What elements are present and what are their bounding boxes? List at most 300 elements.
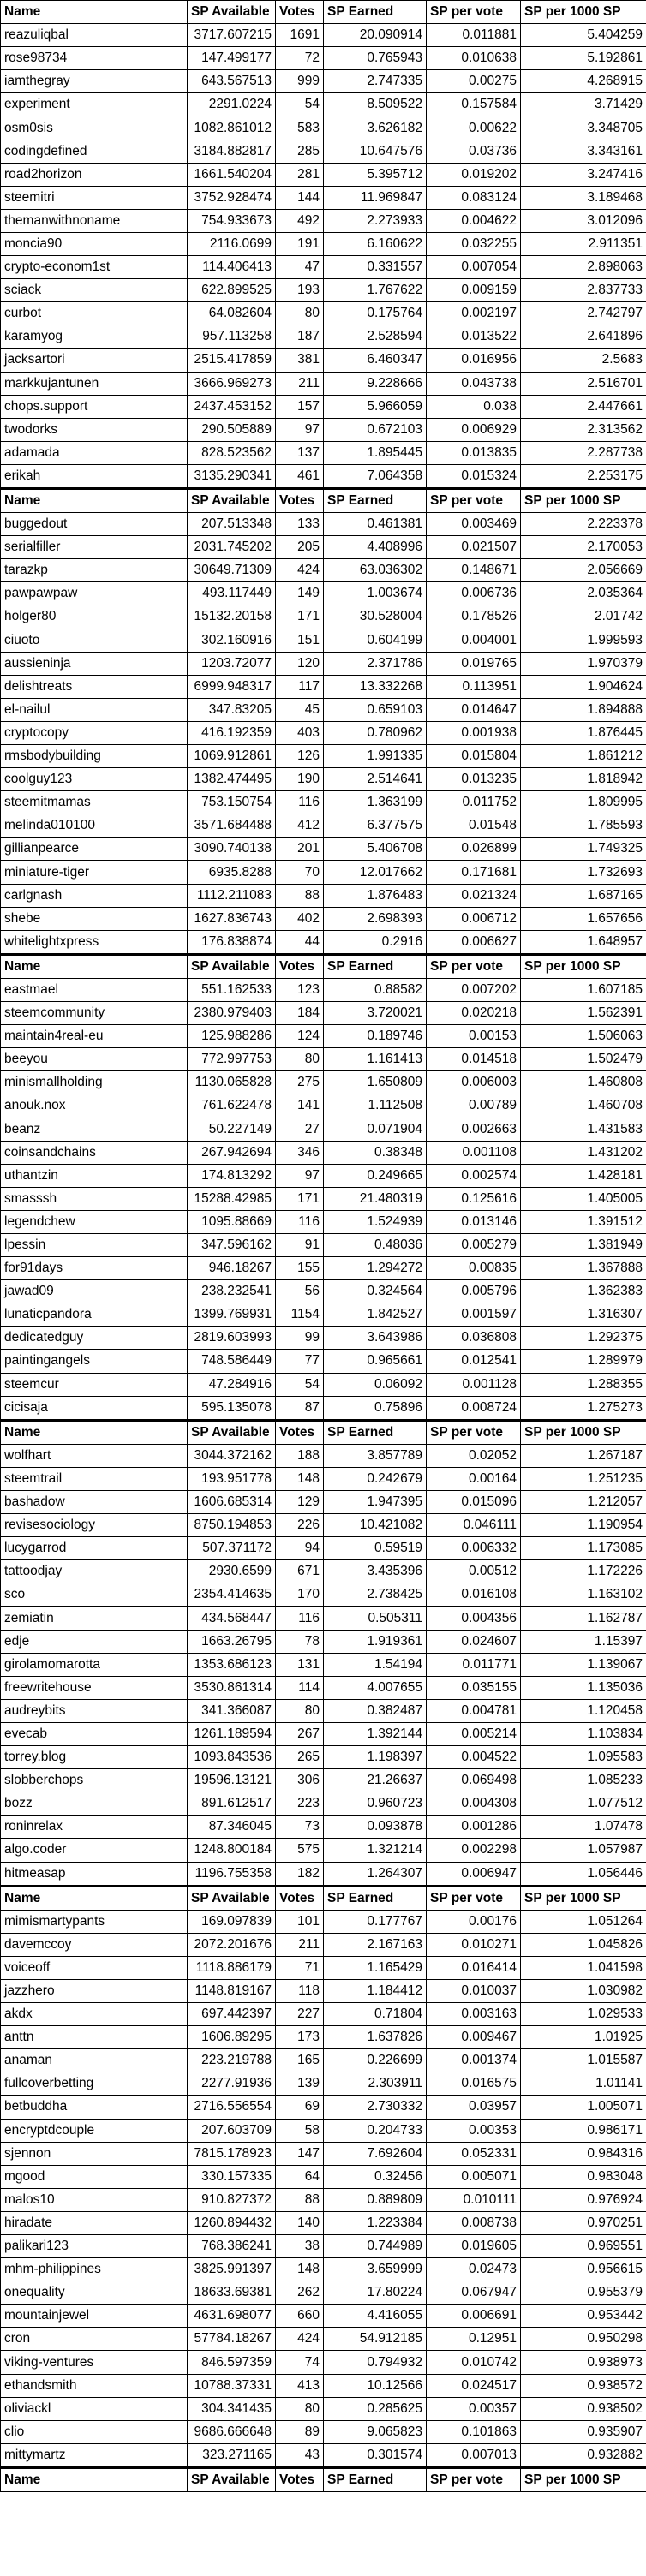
cell-name: anaman bbox=[1, 2049, 188, 2072]
cell-name: curbot bbox=[1, 302, 188, 325]
header-sp-earned: SP Earned bbox=[324, 1886, 427, 1910]
cell-sp-per-vote: 0.011752 bbox=[427, 791, 521, 814]
cell-name: sciack bbox=[1, 279, 188, 302]
cell-sp-per-vote: 0.010037 bbox=[427, 1979, 521, 2002]
cell-sp-per-1000-sp: 1.139067 bbox=[521, 1653, 646, 1676]
cell-sp-available: 3090.740138 bbox=[188, 838, 276, 861]
cell-sp-earned: 10.421082 bbox=[324, 1514, 427, 1537]
header-sp-per-1000-sp: SP per 1000 SP bbox=[521, 954, 646, 978]
header-row bbox=[1, 488, 646, 512]
cell-sp-per-vote: 0.026899 bbox=[427, 838, 521, 861]
cell-sp-earned: 0.32456 bbox=[324, 2165, 427, 2188]
cell-name: eastmael bbox=[1, 978, 188, 1001]
cell-sp-available: 891.612517 bbox=[188, 1792, 276, 1816]
cell-sp-earned: 1.895445 bbox=[324, 441, 427, 464]
cell-name: dedicatedguy bbox=[1, 1327, 188, 1350]
cell-sp-available: 622.899525 bbox=[188, 279, 276, 302]
cell-name: steemitmamas bbox=[1, 791, 188, 814]
cell-sp-earned: 1.223384 bbox=[324, 2211, 427, 2234]
cell-sp-available: 1093.843536 bbox=[188, 1746, 276, 1769]
cell-votes: 262 bbox=[276, 2281, 324, 2305]
cell-sp-per-1000-sp: 1.460708 bbox=[521, 1094, 646, 1118]
cell-sp-available: 347.596162 bbox=[188, 1233, 276, 1256]
cell-sp-available: 910.827372 bbox=[188, 2188, 276, 2211]
cell-name: delishtreats bbox=[1, 675, 188, 698]
cell-sp-per-1000-sp: 1.056446 bbox=[521, 1862, 646, 1886]
header-votes: Votes bbox=[276, 954, 324, 978]
cell-votes: 131 bbox=[276, 1653, 324, 1676]
cell-votes: 140 bbox=[276, 2211, 324, 2234]
cell-sp-per-vote: 0.00357 bbox=[427, 2397, 521, 2420]
cell-sp-per-1000-sp: 1.085233 bbox=[521, 1769, 646, 1792]
cell-sp-per-1000-sp: 0.969551 bbox=[521, 2235, 646, 2258]
cell-sp-per-vote: 0.005071 bbox=[427, 2165, 521, 2188]
cell-votes: 188 bbox=[276, 1444, 324, 1467]
cell-sp-earned: 0.659103 bbox=[324, 698, 427, 721]
cell-votes: 88 bbox=[276, 884, 324, 907]
cell-votes: 182 bbox=[276, 1862, 324, 1886]
cell-votes: 38 bbox=[276, 2235, 324, 2258]
cell-sp-per-vote: 0.006691 bbox=[427, 2305, 521, 2328]
cell-votes: 116 bbox=[276, 1210, 324, 1233]
cell-sp-per-1000-sp: 1.030982 bbox=[521, 1979, 646, 2002]
cell-name: fullcoverbetting bbox=[1, 2072, 188, 2096]
cell-votes: 73 bbox=[276, 1816, 324, 1839]
cell-sp-earned: 3.857789 bbox=[324, 1444, 427, 1467]
cell-name: steemtrail bbox=[1, 1467, 188, 1490]
cell-sp-earned: 3.643986 bbox=[324, 1327, 427, 1350]
cell-name: revisesociology bbox=[1, 1514, 188, 1537]
cell-sp-available: 64.082604 bbox=[188, 302, 276, 325]
cell-sp-available: 1353.686123 bbox=[188, 1653, 276, 1676]
cell-sp-earned: 30.528004 bbox=[324, 605, 427, 629]
table-row bbox=[1, 1537, 646, 1560]
table-row bbox=[1, 745, 646, 768]
cell-sp-per-1000-sp: 1.861212 bbox=[521, 745, 646, 768]
cell-votes: 147 bbox=[276, 2142, 324, 2165]
cell-sp-earned: 1.524939 bbox=[324, 1210, 427, 1233]
cell-name: carlgnash bbox=[1, 884, 188, 907]
cell-sp-available: 2437.453152 bbox=[188, 395, 276, 418]
cell-sp-available: 753.150754 bbox=[188, 791, 276, 814]
cell-name: rose98734 bbox=[1, 47, 188, 70]
cell-name: iamthegray bbox=[1, 70, 188, 93]
cell-votes: 54 bbox=[276, 1373, 324, 1396]
cell-name: akdx bbox=[1, 2003, 188, 2026]
header-sp-available: SP Available bbox=[188, 954, 276, 978]
cell-sp-earned: 1.876483 bbox=[324, 884, 427, 907]
cell-sp-per-1000-sp: 1.041598 bbox=[521, 1956, 646, 1979]
cell-sp-earned: 0.175764 bbox=[324, 302, 427, 325]
cell-sp-per-1000-sp: 1.01925 bbox=[521, 2026, 646, 2049]
cell-sp-available: 15288.42985 bbox=[188, 1187, 276, 1210]
cell-sp-per-vote: 0.001374 bbox=[427, 2049, 521, 2072]
cell-sp-available: 1248.800184 bbox=[188, 1839, 276, 1862]
cell-votes: 44 bbox=[276, 930, 324, 954]
cell-sp-available: 551.162533 bbox=[188, 978, 276, 1001]
table-row bbox=[1, 1210, 646, 1233]
cell-sp-earned: 3.659999 bbox=[324, 2258, 427, 2281]
header-votes: Votes bbox=[276, 1, 324, 24]
cell-votes: 129 bbox=[276, 1491, 324, 1514]
header-sp-per-vote: SP per vote bbox=[427, 2467, 521, 2491]
cell-votes: 89 bbox=[276, 2420, 324, 2443]
cell-sp-per-1000-sp: 1.732693 bbox=[521, 861, 646, 884]
cell-sp-per-vote: 0.007013 bbox=[427, 2443, 521, 2467]
cell-sp-available: 3571.684488 bbox=[188, 814, 276, 838]
cell-sp-earned: 0.780962 bbox=[324, 721, 427, 744]
cell-sp-earned: 54.912185 bbox=[324, 2328, 427, 2351]
cell-sp-per-1000-sp: 0.970251 bbox=[521, 2211, 646, 2234]
table-row bbox=[1, 1233, 646, 1256]
cell-votes: 223 bbox=[276, 1792, 324, 1816]
table-row bbox=[1, 513, 646, 536]
cell-sp-earned: 1.54194 bbox=[324, 1653, 427, 1676]
cell-sp-earned: 1.294272 bbox=[324, 1257, 427, 1280]
table-row bbox=[1, 675, 646, 698]
cell-sp-available: 3825.991397 bbox=[188, 2258, 276, 2281]
cell-sp-earned: 1.363199 bbox=[324, 791, 427, 814]
cell-sp-available: 330.157335 bbox=[188, 2165, 276, 2188]
cell-votes: 97 bbox=[276, 418, 324, 441]
cell-name: slobberchops bbox=[1, 1769, 188, 1792]
table-row bbox=[1, 1979, 646, 2002]
cell-sp-available: 2354.414635 bbox=[188, 1583, 276, 1607]
header-sp-available: SP Available bbox=[188, 1420, 276, 1444]
table-row bbox=[1, 1583, 646, 1607]
cell-sp-earned: 3.626182 bbox=[324, 116, 427, 140]
table-row bbox=[1, 2026, 646, 2049]
cell-sp-available: 1082.861012 bbox=[188, 116, 276, 140]
cell-votes: 412 bbox=[276, 814, 324, 838]
cell-sp-per-vote: 0.004356 bbox=[427, 1607, 521, 1630]
cell-name: crypto-econom1st bbox=[1, 256, 188, 279]
cell-name: moncia90 bbox=[1, 232, 188, 255]
cell-name: anttn bbox=[1, 2026, 188, 2049]
table-row bbox=[1, 464, 646, 488]
cell-sp-available: 147.499177 bbox=[188, 47, 276, 70]
cell-name: sco bbox=[1, 1583, 188, 1607]
cell-sp-per-vote: 0.002574 bbox=[427, 1164, 521, 1187]
cell-sp-per-vote: 0.002663 bbox=[427, 1118, 521, 1141]
cell-sp-earned: 5.966059 bbox=[324, 395, 427, 418]
cell-name: chops.support bbox=[1, 395, 188, 418]
table-row bbox=[1, 2305, 646, 2328]
cell-votes: 58 bbox=[276, 2119, 324, 2142]
cell-sp-available: 1069.912861 bbox=[188, 745, 276, 768]
table-row bbox=[1, 1839, 646, 1862]
cell-sp-available: 50.227149 bbox=[188, 1118, 276, 1141]
cell-votes: 94 bbox=[276, 1537, 324, 1560]
cell-sp-per-1000-sp: 0.984316 bbox=[521, 2142, 646, 2165]
cell-sp-earned: 2.738425 bbox=[324, 1583, 427, 1607]
cell-sp-per-vote: 0.052331 bbox=[427, 2142, 521, 2165]
cell-votes: 91 bbox=[276, 1233, 324, 1256]
cell-sp-per-1000-sp: 1.045826 bbox=[521, 1933, 646, 1956]
table-row bbox=[1, 2165, 646, 2188]
cell-sp-per-vote: 0.019605 bbox=[427, 2235, 521, 2258]
table-row bbox=[1, 1792, 646, 1816]
cell-sp-earned: 0.285625 bbox=[324, 2397, 427, 2420]
cell-sp-per-1000-sp: 1.275273 bbox=[521, 1396, 646, 1420]
table-row bbox=[1, 978, 646, 1001]
cell-name: coolguy123 bbox=[1, 768, 188, 791]
cell-sp-per-1000-sp: 5.404259 bbox=[521, 24, 646, 47]
cell-sp-earned: 2.303911 bbox=[324, 2072, 427, 2096]
cell-sp-per-1000-sp: 1.460808 bbox=[521, 1071, 646, 1094]
table-row bbox=[1, 1514, 646, 1537]
table-row bbox=[1, 116, 646, 140]
cell-votes: 123 bbox=[276, 978, 324, 1001]
cell-sp-per-1000-sp: 0.955379 bbox=[521, 2281, 646, 2305]
cell-sp-earned: 0.794932 bbox=[324, 2351, 427, 2374]
cell-sp-earned: 9.228666 bbox=[324, 372, 427, 395]
cell-sp-earned: 0.765943 bbox=[324, 47, 427, 70]
cell-sp-earned: 4.416055 bbox=[324, 2305, 427, 2328]
cell-name: steemcur bbox=[1, 1373, 188, 1396]
cell-sp-available: 2515.417859 bbox=[188, 349, 276, 372]
cell-sp-per-vote: 0.009159 bbox=[427, 279, 521, 302]
cell-sp-per-1000-sp: 2.447661 bbox=[521, 395, 646, 418]
header-name: Name bbox=[1, 1420, 188, 1444]
cell-sp-per-vote: 0.036808 bbox=[427, 1327, 521, 1350]
cell-sp-per-vote: 0.02473 bbox=[427, 2258, 521, 2281]
cell-sp-per-1000-sp: 2.170053 bbox=[521, 536, 646, 559]
table-row bbox=[1, 559, 646, 582]
cell-sp-per-1000-sp: 1.212057 bbox=[521, 1491, 646, 1514]
cell-votes: 346 bbox=[276, 1141, 324, 1164]
cell-sp-earned: 1.650809 bbox=[324, 1071, 427, 1094]
cell-votes: 70 bbox=[276, 861, 324, 884]
cell-sp-per-1000-sp: 0.976924 bbox=[521, 2188, 646, 2211]
cell-name: hiradate bbox=[1, 2211, 188, 2234]
header-sp-per-1000-sp: SP per 1000 SP bbox=[521, 1420, 646, 1444]
cell-sp-available: 290.505889 bbox=[188, 418, 276, 441]
cell-sp-per-1000-sp: 2.287738 bbox=[521, 441, 646, 464]
table-row bbox=[1, 2351, 646, 2374]
table-row bbox=[1, 1769, 646, 1792]
cell-sp-per-1000-sp: 1.316307 bbox=[521, 1303, 646, 1327]
cell-name: osm0sis bbox=[1, 116, 188, 140]
cell-name: miniature-tiger bbox=[1, 861, 188, 884]
cell-name: jawad09 bbox=[1, 1280, 188, 1303]
cell-sp-earned: 0.324564 bbox=[324, 1280, 427, 1303]
cell-sp-per-1000-sp: 1.687165 bbox=[521, 884, 646, 907]
cell-sp-earned: 0.461381 bbox=[324, 513, 427, 536]
cell-name: rmsbodybuilding bbox=[1, 745, 188, 768]
cell-sp-per-1000-sp: 1.077512 bbox=[521, 1792, 646, 1816]
cell-sp-per-vote: 0.178526 bbox=[427, 605, 521, 629]
cell-votes: 139 bbox=[276, 2072, 324, 2096]
table-row bbox=[1, 838, 646, 861]
table-row bbox=[1, 1722, 646, 1745]
cell-name: bozz bbox=[1, 1792, 188, 1816]
cell-sp-earned: 1.392144 bbox=[324, 1722, 427, 1745]
cell-name: steemitri bbox=[1, 186, 188, 209]
sp-table-body bbox=[1, 1, 646, 2492]
cell-sp-per-1000-sp: 1.173085 bbox=[521, 1537, 646, 1560]
cell-sp-per-1000-sp: 2.035364 bbox=[521, 582, 646, 605]
cell-sp-per-vote: 0.00164 bbox=[427, 1467, 521, 1490]
cell-name: aussieninja bbox=[1, 652, 188, 675]
cell-sp-per-vote: 0.046111 bbox=[427, 1514, 521, 1537]
cell-sp-available: 1382.474495 bbox=[188, 768, 276, 791]
cell-sp-earned: 20.090914 bbox=[324, 24, 427, 47]
table-row bbox=[1, 861, 646, 884]
cell-votes: 133 bbox=[276, 513, 324, 536]
cell-sp-per-vote: 0.043738 bbox=[427, 372, 521, 395]
cell-sp-per-vote: 0.014518 bbox=[427, 1048, 521, 1071]
cell-sp-available: 9686.666648 bbox=[188, 2420, 276, 2443]
table-row bbox=[1, 1491, 646, 1514]
cell-votes: 424 bbox=[276, 2328, 324, 2351]
cell-sp-earned: 0.38348 bbox=[324, 1141, 427, 1164]
cell-sp-available: 1399.769931 bbox=[188, 1303, 276, 1327]
cell-sp-earned: 0.59519 bbox=[324, 1537, 427, 1560]
cell-sp-per-vote: 0.02052 bbox=[427, 1444, 521, 1467]
cell-sp-earned: 0.242679 bbox=[324, 1467, 427, 1490]
cell-sp-per-vote: 0.015096 bbox=[427, 1491, 521, 1514]
cell-sp-per-vote: 0.016956 bbox=[427, 349, 521, 372]
cell-votes: 281 bbox=[276, 163, 324, 186]
cell-sp-available: 1606.89295 bbox=[188, 2026, 276, 2049]
cell-sp-per-vote: 0.032255 bbox=[427, 232, 521, 255]
cell-sp-earned: 1.165429 bbox=[324, 1956, 427, 1979]
cell-sp-per-vote: 0.012541 bbox=[427, 1350, 521, 1373]
cell-sp-per-1000-sp: 1.163102 bbox=[521, 1583, 646, 1607]
table-row bbox=[1, 1048, 646, 1071]
header-row bbox=[1, 954, 646, 978]
cell-sp-earned: 1.767622 bbox=[324, 279, 427, 302]
cell-sp-per-vote: 0.006332 bbox=[427, 1537, 521, 1560]
table-row bbox=[1, 2211, 646, 2234]
cell-sp-earned: 2.528594 bbox=[324, 325, 427, 349]
cell-votes: 80 bbox=[276, 1048, 324, 1071]
cell-sp-available: 595.135078 bbox=[188, 1396, 276, 1420]
cell-sp-available: 4631.698077 bbox=[188, 2305, 276, 2328]
header-row bbox=[1, 1886, 646, 1910]
cell-sp-per-1000-sp: 2.898063 bbox=[521, 256, 646, 279]
cell-name: pawpawpaw bbox=[1, 582, 188, 605]
cell-votes: 97 bbox=[276, 1164, 324, 1187]
table-row bbox=[1, 1933, 646, 1956]
cell-sp-per-1000-sp: 1.809995 bbox=[521, 791, 646, 814]
table-row bbox=[1, 2420, 646, 2443]
cell-votes: 114 bbox=[276, 1676, 324, 1699]
cell-name: paintingangels bbox=[1, 1350, 188, 1373]
cell-sp-per-1000-sp: 1.288355 bbox=[521, 1373, 646, 1396]
cell-name: buggedout bbox=[1, 513, 188, 536]
table-row bbox=[1, 1187, 646, 1210]
cell-sp-per-1000-sp: 0.938973 bbox=[521, 2351, 646, 2374]
cell-sp-available: 2930.6599 bbox=[188, 1560, 276, 1583]
cell-sp-per-1000-sp: 1.381949 bbox=[521, 1233, 646, 1256]
cell-name: gillianpearce bbox=[1, 838, 188, 861]
header-sp-earned: SP Earned bbox=[324, 2467, 427, 2491]
cell-sp-per-1000-sp: 1.970379 bbox=[521, 652, 646, 675]
cell-sp-per-1000-sp: 1.190954 bbox=[521, 1514, 646, 1537]
table-row bbox=[1, 629, 646, 652]
cell-votes: 265 bbox=[276, 1746, 324, 1769]
cell-sp-per-1000-sp: 5.192861 bbox=[521, 47, 646, 70]
cell-votes: 461 bbox=[276, 464, 324, 488]
cell-sp-earned: 2.730332 bbox=[324, 2096, 427, 2119]
cell-sp-per-vote: 0.004622 bbox=[427, 209, 521, 232]
cell-sp-available: 114.406413 bbox=[188, 256, 276, 279]
header-votes: Votes bbox=[276, 1420, 324, 1444]
cell-votes: 116 bbox=[276, 1607, 324, 1630]
table-row bbox=[1, 395, 646, 418]
cell-sp-earned: 0.672103 bbox=[324, 418, 427, 441]
table-row bbox=[1, 1396, 646, 1420]
cell-sp-per-1000-sp: 1.657656 bbox=[521, 907, 646, 930]
cell-name: wolfhart bbox=[1, 1444, 188, 1467]
cell-sp-per-1000-sp: 1.362383 bbox=[521, 1280, 646, 1303]
cell-sp-per-vote: 0.001286 bbox=[427, 1816, 521, 1839]
cell-sp-earned: 17.80224 bbox=[324, 2281, 427, 2305]
cell-sp-per-1000-sp: 1.405005 bbox=[521, 1187, 646, 1210]
table-row bbox=[1, 814, 646, 838]
cell-votes: 227 bbox=[276, 2003, 324, 2026]
table-row bbox=[1, 1141, 646, 1164]
table-row bbox=[1, 1746, 646, 1769]
cell-name: davemccoy bbox=[1, 1933, 188, 1956]
cell-sp-earned: 0.75896 bbox=[324, 1396, 427, 1420]
cell-sp-earned: 0.965661 bbox=[324, 1350, 427, 1373]
table-row bbox=[1, 1350, 646, 1373]
table-row bbox=[1, 1094, 646, 1118]
cell-sp-per-1000-sp: 1.292375 bbox=[521, 1327, 646, 1350]
header-name: Name bbox=[1, 488, 188, 512]
table-row bbox=[1, 2119, 646, 2142]
cell-votes: 660 bbox=[276, 2305, 324, 2328]
cell-sp-per-vote: 0.013146 bbox=[427, 1210, 521, 1233]
cell-sp-per-1000-sp: 1.391512 bbox=[521, 1210, 646, 1233]
cell-sp-per-1000-sp: 1.431202 bbox=[521, 1141, 646, 1164]
header-sp-per-1000-sp: SP per 1000 SP bbox=[521, 1886, 646, 1910]
cell-votes: 64 bbox=[276, 2165, 324, 2188]
cell-name: palikari123 bbox=[1, 2235, 188, 2258]
cell-sp-per-1000-sp: 2.837733 bbox=[521, 279, 646, 302]
cell-votes: 187 bbox=[276, 325, 324, 349]
cell-sp-per-1000-sp: 2.5683 bbox=[521, 349, 646, 372]
cell-name: reazuliqbal bbox=[1, 24, 188, 47]
cell-sp-per-vote: 0.00176 bbox=[427, 1910, 521, 1933]
table-row bbox=[1, 907, 646, 930]
cell-name: zemiatin bbox=[1, 1607, 188, 1630]
cell-sp-per-1000-sp: 0.956615 bbox=[521, 2258, 646, 2281]
cell-votes: 71 bbox=[276, 1956, 324, 1979]
cell-sp-per-vote: 0.067947 bbox=[427, 2281, 521, 2305]
cell-sp-per-1000-sp: 1.749325 bbox=[521, 838, 646, 861]
header-name: Name bbox=[1, 1886, 188, 1910]
table-row bbox=[1, 1164, 646, 1187]
cell-name: cicisaja bbox=[1, 1396, 188, 1420]
cell-votes: 27 bbox=[276, 1118, 324, 1141]
cell-sp-earned: 7.064358 bbox=[324, 464, 427, 488]
cell-sp-available: 47.284916 bbox=[188, 1373, 276, 1396]
cell-sp-available: 2716.556554 bbox=[188, 2096, 276, 2119]
cell-sp-earned: 12.017662 bbox=[324, 861, 427, 884]
cell-sp-available: 323.271165 bbox=[188, 2443, 276, 2467]
cell-name: coinsandchains bbox=[1, 1141, 188, 1164]
cell-votes: 151 bbox=[276, 629, 324, 652]
cell-name: ciuoto bbox=[1, 629, 188, 652]
header-sp-per-vote: SP per vote bbox=[427, 488, 521, 512]
cell-sp-available: 223.219788 bbox=[188, 2049, 276, 2072]
table-row bbox=[1, 24, 646, 47]
cell-sp-available: 1627.836743 bbox=[188, 907, 276, 930]
